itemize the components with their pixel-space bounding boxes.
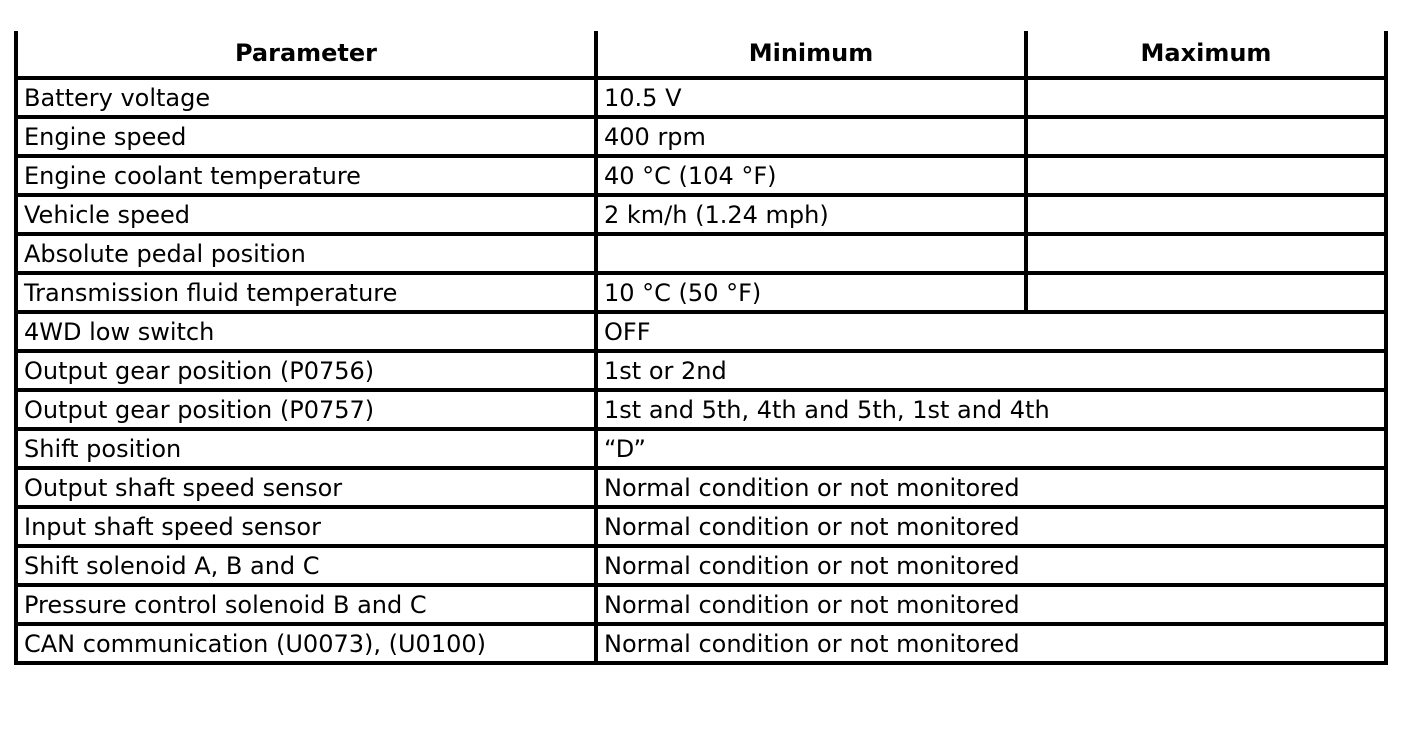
cell-parameter: Vehicle speed <box>16 195 596 234</box>
table-row <box>16 585 1386 624</box>
header-minimum: Minimum <box>596 31 1026 78</box>
cell-value: Normal condition or not monitored <box>596 468 1386 507</box>
cell-parameter: Engine speed <box>16 117 596 156</box>
cell-value: 1st or 2nd <box>596 351 1386 390</box>
cell-maximum <box>1026 156 1386 195</box>
table-row <box>16 468 1386 507</box>
cell-value: Normal condition or not monitored <box>596 546 1386 585</box>
cell-parameter: Battery voltage <box>16 78 596 117</box>
cell-parameter: CAN communication (U0073), (U0100) <box>16 624 596 663</box>
cell-parameter: 4WD low switch <box>16 312 596 351</box>
cell-minimum: 10.5 V <box>596 78 1026 117</box>
header-parameter: Parameter <box>16 31 596 78</box>
cell-maximum <box>1026 273 1386 312</box>
cell-minimum: 2 km/h (1.24 mph) <box>596 195 1026 234</box>
table-row <box>16 273 1386 312</box>
table-row <box>16 507 1386 546</box>
table-row <box>16 390 1386 429</box>
cell-value: “D” <box>596 429 1386 468</box>
table-row <box>16 234 1386 273</box>
cell-value: Normal condition or not monitored <box>596 507 1386 546</box>
cell-maximum <box>1026 234 1386 273</box>
cell-parameter: Output shaft speed sensor <box>16 468 596 507</box>
cell-minimum <box>596 234 1026 273</box>
cell-parameter: Input shaft speed sensor <box>16 507 596 546</box>
table-row <box>16 429 1386 468</box>
cell-parameter: Pressure control solenoid B and C <box>16 585 596 624</box>
cell-minimum: 40 °C (104 °F) <box>596 156 1026 195</box>
cell-parameter: Engine coolant temperature <box>16 156 596 195</box>
cell-minimum: 10 °C (50 °F) <box>596 273 1026 312</box>
table-row <box>16 117 1386 156</box>
cell-value: OFF <box>596 312 1386 351</box>
cell-parameter: Output gear position (P0756) <box>16 351 596 390</box>
header-maximum: Maximum <box>1026 31 1386 78</box>
cell-maximum <box>1026 78 1386 117</box>
table-row <box>16 312 1386 351</box>
table-row <box>16 195 1386 234</box>
cell-parameter: Shift position <box>16 429 596 468</box>
conditions-table <box>14 31 1388 665</box>
cell-value: Normal condition or not monitored <box>596 585 1386 624</box>
table-row <box>16 156 1386 195</box>
cell-parameter: Shift solenoid A, B and C <box>16 546 596 585</box>
cell-value: 1st and 5th, 4th and 5th, 1st and 4th <box>596 390 1386 429</box>
cell-parameter: Transmission fluid temperature <box>16 273 596 312</box>
cell-parameter: Absolute pedal position <box>16 234 596 273</box>
cell-maximum <box>1026 195 1386 234</box>
cell-minimum: 400 rpm <box>596 117 1026 156</box>
table-row <box>16 546 1386 585</box>
cell-maximum <box>1026 117 1386 156</box>
table-row <box>16 351 1386 390</box>
table-header-row <box>16 31 1386 78</box>
table-row <box>16 78 1386 117</box>
table-row <box>16 624 1386 663</box>
cell-value: Normal condition or not monitored <box>596 624 1386 663</box>
cell-parameter: Output gear position (P0757) <box>16 390 596 429</box>
